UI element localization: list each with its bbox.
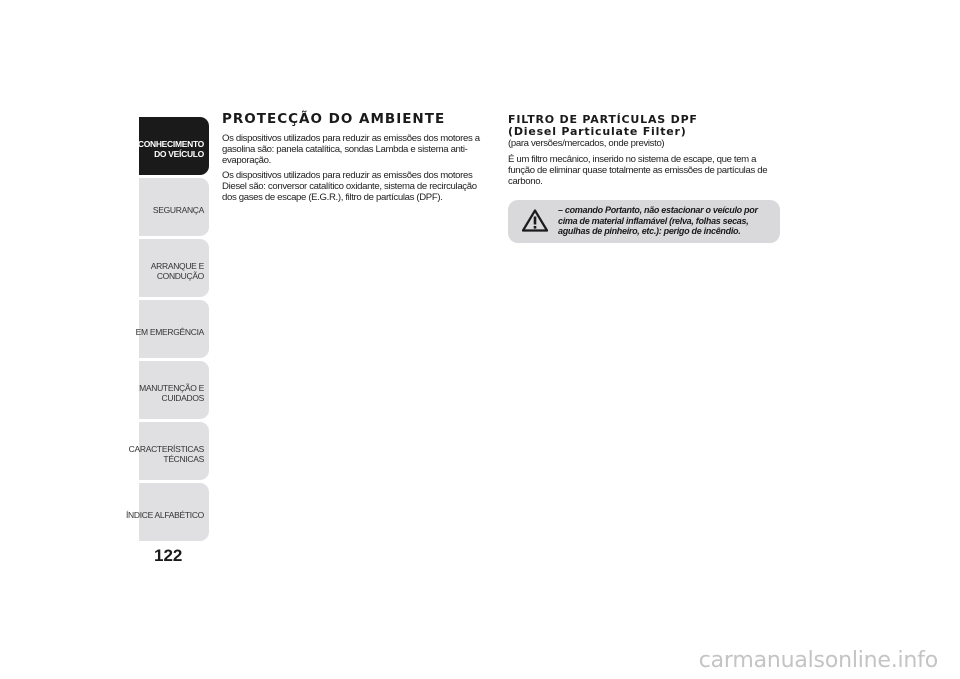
tab-label-line1: SEGURANÇA	[152, 205, 204, 215]
tab-label-line1: MANUTENÇÃO E	[139, 383, 204, 393]
paragraph-gasoline: Os dispositivos utilizados para reduzir as emissões dos motores a gasolina são: panela catalítica, sondas Lambda e sistema anti-evaporação.	[222, 133, 480, 166]
left-column	[222, 111, 492, 207]
dpf-paragraph: É um filtro mecânico, inserido no sistema de escape, que tem a função de eliminar quase totalmente as emissões de partículas de carbono.	[508, 154, 768, 187]
tab-label-line2: DO VEÍCULO	[154, 149, 204, 159]
tab-label-line1: CARACTERÍSTICAS	[128, 444, 204, 454]
tab-label-line1: ARRANQUE E	[150, 261, 204, 271]
dpf-subtitle: (para versões/mercados, onde previsto)	[508, 138, 665, 149]
tab-label-line1: ÍNDICE ALFABÉTICO	[125, 510, 204, 520]
page-number: 122	[154, 546, 183, 565]
warning-box	[508, 200, 780, 243]
right-column	[508, 114, 780, 243]
tab-label-line1: CONHECIMENTO	[137, 139, 204, 149]
tab-caracteristicas-tecnicas[interactable]	[128, 422, 209, 480]
warning-text: – comando Portanto, não estacionar o veículo por cima de material inflamável (relva, folhas secas, agulhas de pinheiro, etc.): perigo de incêndio.	[558, 205, 758, 236]
dpf-heading-line2: (Diesel Particulate Filter)	[508, 125, 687, 138]
tab-conhecimento-do-veiculo[interactable]	[139, 117, 209, 175]
section-tabs	[125, 117, 211, 544]
tab-arranque-e-conducao[interactable]	[139, 239, 209, 297]
tab-label-line2: CONDUÇÃO	[156, 271, 204, 281]
tab-label-line1: EM EMERGÊNCIA	[135, 327, 204, 337]
section-heading: PROTECÇÃO DO AMBIENTE	[222, 111, 446, 127]
tab-em-emergencia[interactable]	[135, 300, 209, 358]
tab-indice-alfabetico[interactable]	[125, 483, 209, 541]
watermark-text: carmanualsonline.info	[698, 648, 938, 673]
paragraph-diesel: Os dispositivos utilizados para reduzir as emissões dos motores Diesel são: conversor catalítico oxidante, sistema de recirculação dos gases de escape (E.G.R.), filtro de partículas (DPF).	[222, 170, 477, 203]
warning-triangle-icon	[522, 209, 548, 232]
dpf-heading-line1: FILTRO DE PARTÍCULAS DPF	[508, 113, 698, 126]
tab-label-line2: TÉCNICAS	[163, 454, 204, 464]
tab-seguranca[interactable]	[139, 178, 209, 236]
tab-label-line2: CUIDADOS	[161, 393, 204, 403]
tab-manutencao-e-cuidados[interactable]	[139, 361, 209, 419]
